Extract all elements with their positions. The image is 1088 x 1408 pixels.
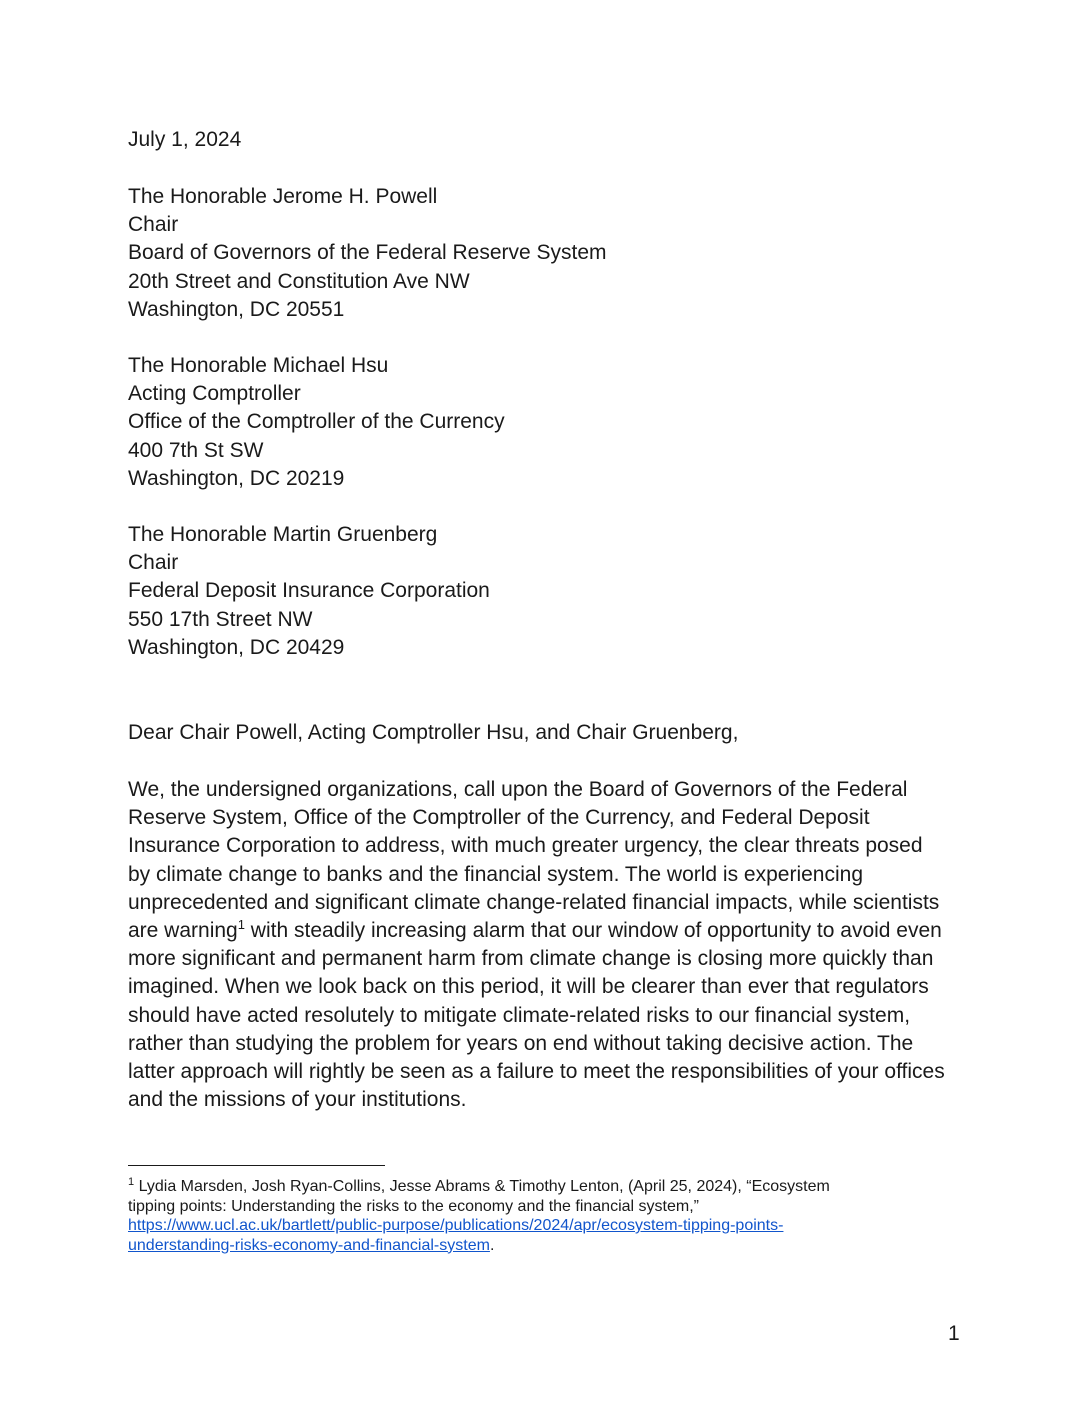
footnote-link[interactable]: https://www.ucl.ac.uk/bartlett/public-purpose/publications/2024/apr/ecosystem-tipping-points- — [128, 1217, 784, 1234]
footnote-separator — [128, 1165, 385, 1166]
footnote-number: 1 — [128, 1176, 135, 1188]
paragraph-line: should have acted resolutely to mitigate climate-related risks to our financial system, — [128, 1003, 911, 1027]
recipient-address-2 — [128, 352, 505, 493]
body-paragraph — [128, 776, 968, 1114]
footnote-link-line — [128, 1236, 968, 1256]
footnote-reference[interactable]: 1 — [237, 917, 245, 933]
paragraph-line: more significant and permanent harm from climate change is closing more quickly than — [128, 947, 934, 971]
recipient-title: Chair — [128, 551, 179, 575]
recipient-title: Chair — [128, 213, 179, 237]
paragraph-text: with steadily increasing alarm that our window of opportunity to avoid even — [244, 919, 942, 943]
paragraph-line: Reserve System, Office of the Comptroller of the Currency, and Federal Deposit — [128, 806, 870, 830]
page-number: 1 — [948, 1322, 960, 1345]
salutation: Dear Chair Powell, Acting Comptroller Hsu, and Chair Gruenberg, — [128, 721, 739, 744]
paragraph-line: by climate change to banks and the financial system. The world is experiencing — [128, 862, 864, 886]
footnote-text: Lydia Marsden, Josh Ryan-Collins, Jesse Abrams & Timothy Lenton, (April 25, 2024), “Ecosystem — [134, 1178, 830, 1195]
recipient-street: 550 17th Street NW — [128, 607, 313, 631]
recipient-city: Washington, DC 20429 — [128, 635, 345, 659]
footnote-trailing: . — [489, 1236, 495, 1254]
recipient-street: 400 7th St SW — [128, 438, 264, 462]
recipient-name: The Honorable Jerome H. Powell — [128, 185, 438, 208]
recipient-street: 20th Street and Constitution Ave NW — [128, 269, 470, 293]
recipient-organization: Board of Governors of the Federal Reserve System — [128, 241, 607, 265]
recipient-organization: Office of the Comptroller of the Currency — [128, 410, 505, 434]
recipient-name: The Honorable Michael Hsu — [128, 354, 389, 377]
paragraph-line: unprecedented and significant climate change-related financial impacts, while scientists — [128, 890, 940, 914]
recipient-city: Washington, DC 20551 — [128, 297, 345, 321]
paragraph-line: We, the undersigned organizations, call upon the Board of Governors of the Federal — [128, 778, 908, 801]
recipient-address-3 — [128, 521, 490, 662]
footnote-link[interactable]: understanding-risks-economy-and-financial-system — [128, 1236, 490, 1254]
footnote-line — [128, 1177, 968, 1197]
paragraph-line: Insurance Corporation to address, with much greater urgency, the clear threats posed — [128, 834, 923, 858]
paragraph-line: imagined. When we look back on this period, it will be clearer than ever that regulators — [128, 975, 929, 999]
paragraph-text: are warning — [128, 919, 238, 943]
recipient-address-1 — [128, 183, 607, 324]
footnote — [128, 1177, 968, 1255]
paragraph-line-with-footnote — [128, 917, 968, 945]
paragraph-line: latter approach will rightly be seen as a failure to meet the responsibilities of your offices — [128, 1060, 945, 1084]
paragraph-line: rather than studying the problem for years on end without taking decisive action. The — [128, 1031, 914, 1055]
recipient-title: Acting Comptroller — [128, 382, 301, 406]
letter-date: July 1, 2024 — [128, 128, 242, 151]
recipient-organization: Federal Deposit Insurance Corporation — [128, 579, 490, 603]
paragraph-line: and the missions of your institutions. — [128, 1088, 467, 1112]
footnote-link-line — [128, 1216, 968, 1236]
recipient-city: Washington, DC 20219 — [128, 466, 345, 490]
footnote-line: tipping points: Understanding the risks to the economy and the financial system,” — [128, 1197, 699, 1215]
recipient-name: The Honorable Martin Gruenberg — [128, 523, 438, 546]
